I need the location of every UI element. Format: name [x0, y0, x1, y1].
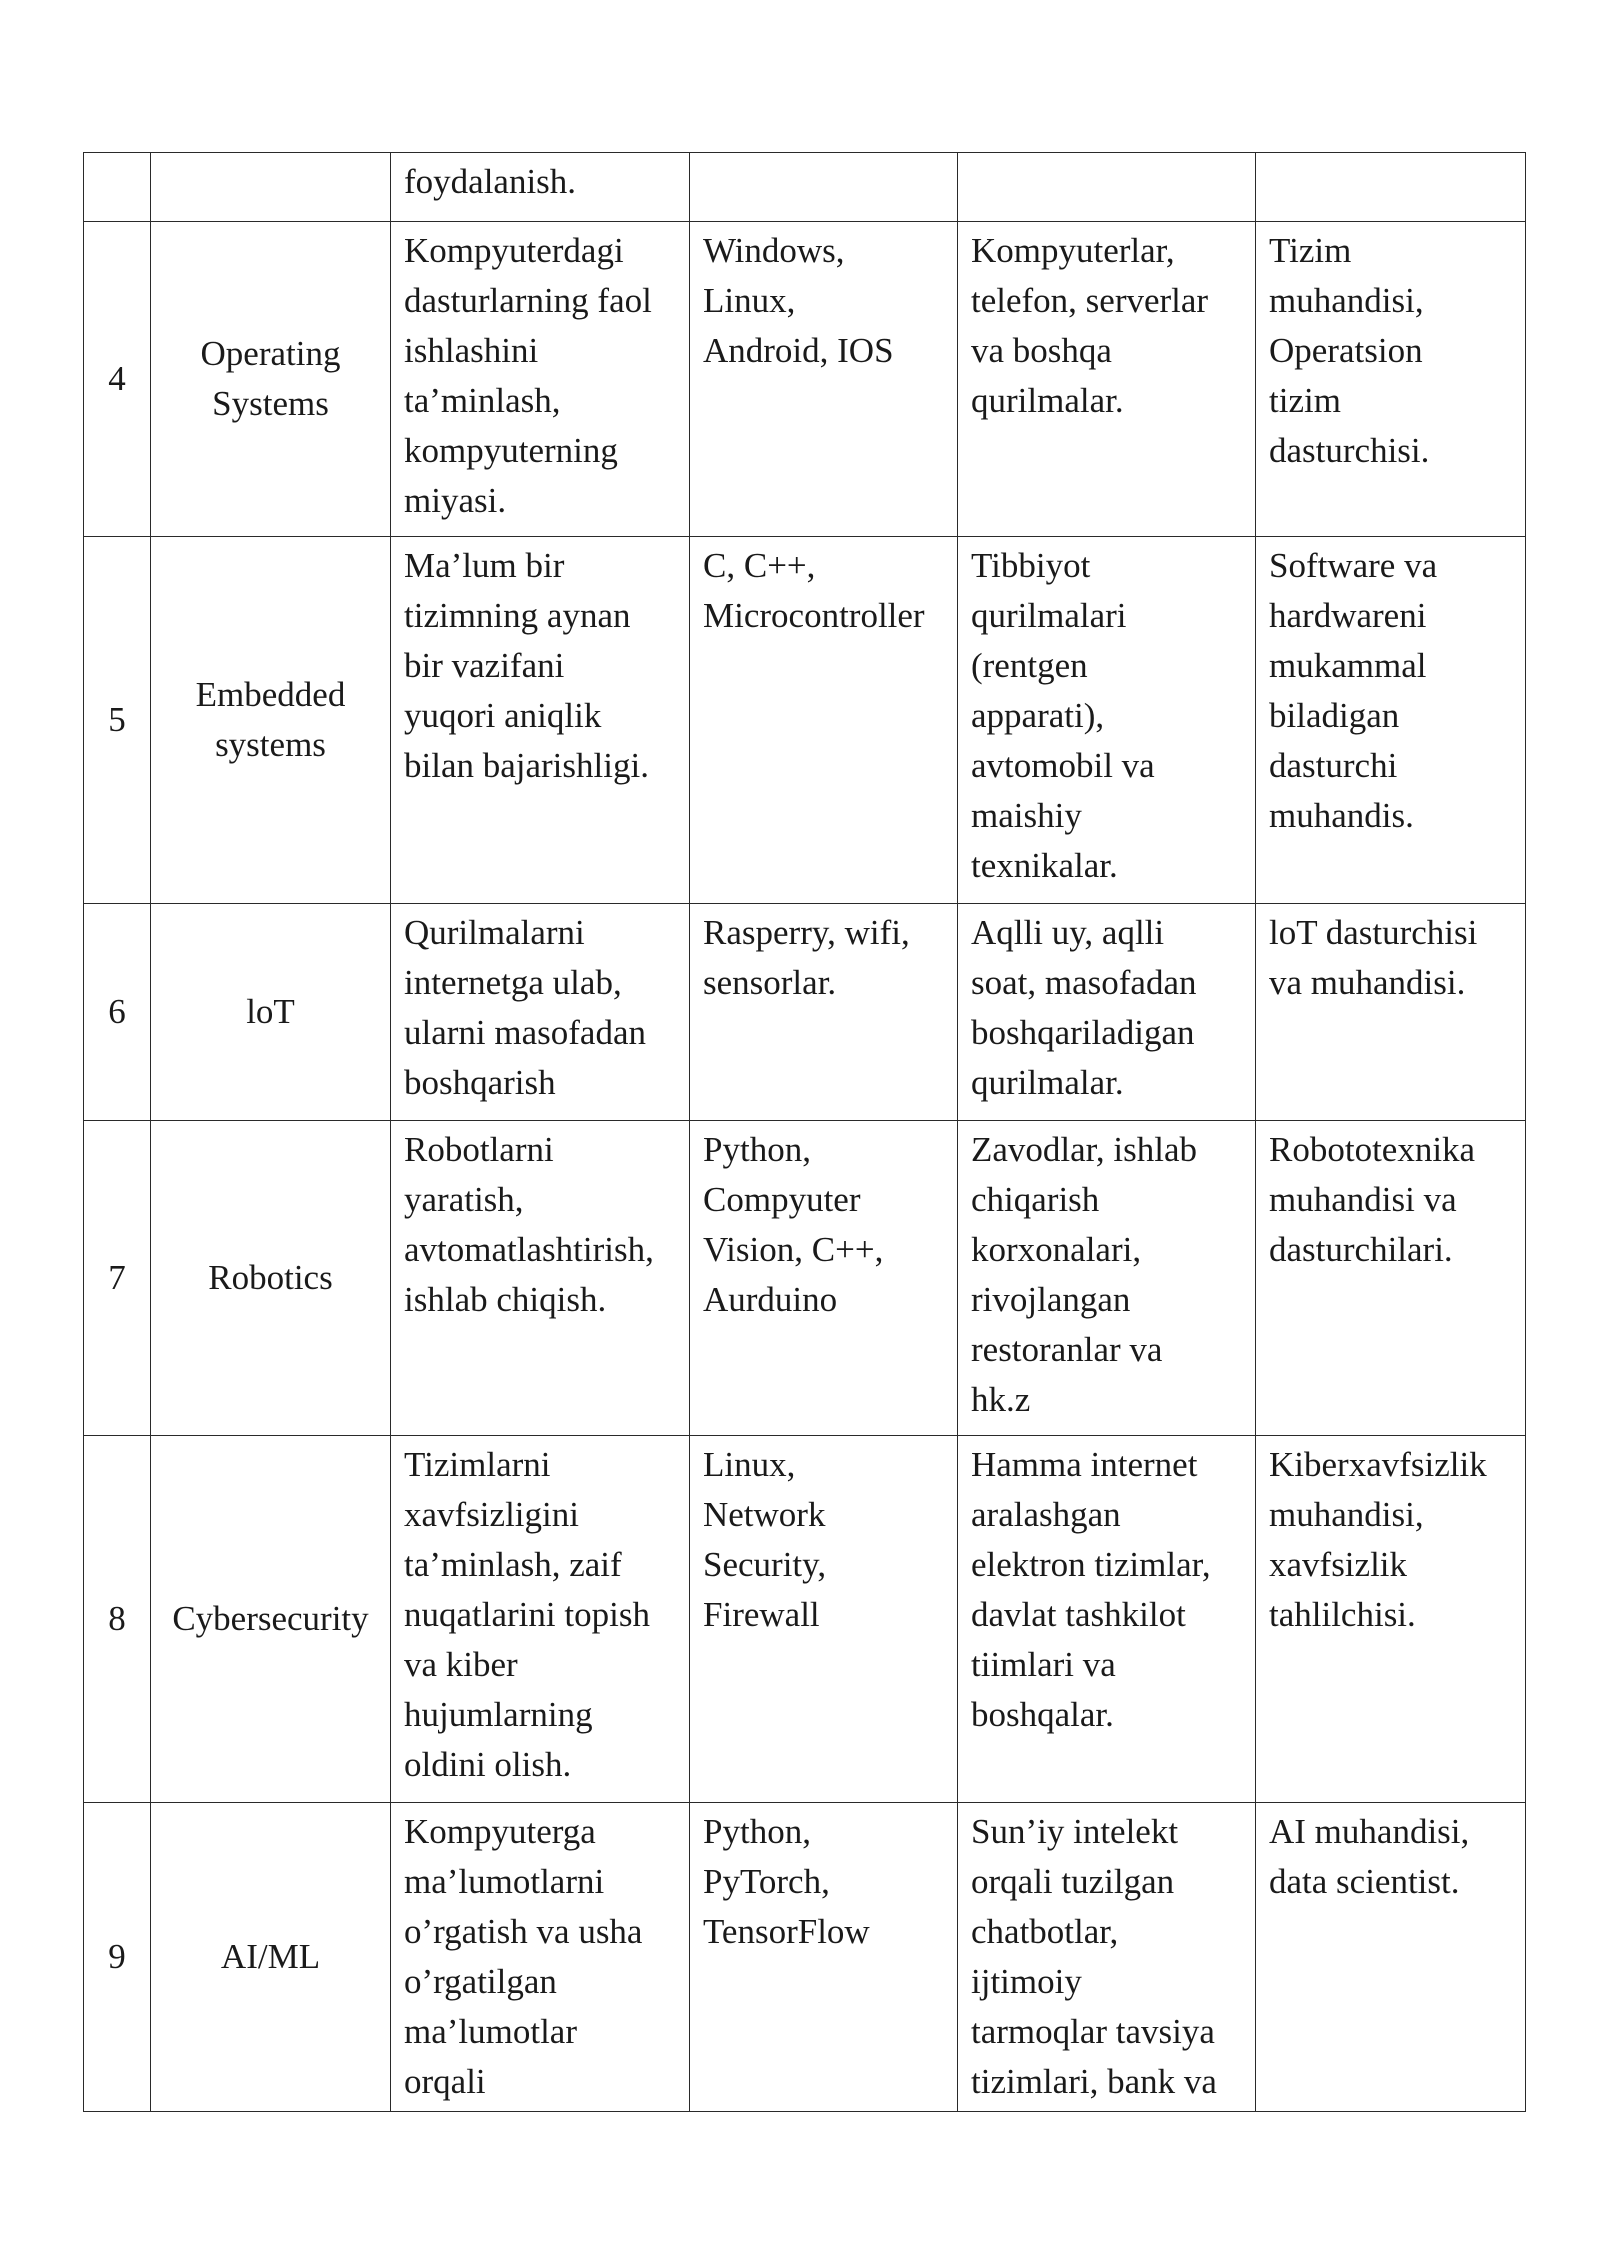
tools-cell [690, 222, 958, 537]
careers-cell [1256, 1121, 1526, 1436]
row-number-cell [84, 537, 151, 904]
careers-text: Kiberxavfsizlik muhandisi, xavfsizlik tahlilchisi. [1269, 1445, 1487, 1634]
purpose-cell [391, 1436, 690, 1803]
careers-text: Software va hardwareni mukammal biladigan dasturchi muhandis. [1269, 546, 1438, 835]
table-row [84, 1121, 1526, 1436]
field-name-cell [151, 1436, 391, 1803]
tools-text: Python, Compyuter Vision, C++, Aurduino [703, 1130, 884, 1319]
usage-cell [958, 904, 1256, 1121]
field-name-cell [151, 153, 391, 222]
field-name-cell [151, 537, 391, 904]
careers-cell [1256, 1436, 1526, 1803]
usage-cell [958, 1803, 1256, 2112]
usage-text: Sun’iy intelekt orqali tuzilgan chatbotlar, ijtimoiy tarmoqlar tavsiya tizimlari, bank va [971, 1812, 1217, 2101]
purpose-text: Tizimlarni xavfsizligini ta’minlash, zaif nuqatlarini topish va kiber hujumlarning oldini olish. [404, 1445, 650, 1784]
tools-cell [690, 1121, 958, 1436]
field-name: Operating Systems [200, 334, 341, 423]
usage-cell [958, 537, 1256, 904]
field-name: AI/ML [220, 1937, 321, 1976]
row-number: 6 [108, 992, 126, 1031]
careers-cell [1256, 153, 1526, 222]
usage-text: Tibbiyot qurilmalari (rentgen apparati), avtomobil va maishiy texnikalar. [971, 546, 1155, 885]
usage-cell [958, 153, 1256, 222]
careers-cell [1256, 1803, 1526, 2112]
row-number-cell [84, 1436, 151, 1803]
usage-cell [958, 222, 1256, 537]
usage-cell [958, 1436, 1256, 1803]
purpose-cell [391, 537, 690, 904]
row-number-cell [84, 153, 151, 222]
purpose-text: foydalanish. [404, 162, 577, 201]
purpose-text: Robotlarni yaratish, avtomatlashtirish, ishlab chiqish. [404, 1130, 654, 1319]
table-row [84, 904, 1526, 1121]
careers-cell [1256, 904, 1526, 1121]
usage-text: Aqlli uy, aqlli soat, masofadan boshqariladigan qurilmalar. [971, 913, 1197, 1102]
row-number-cell [84, 222, 151, 537]
tools-cell [690, 153, 958, 222]
purpose-cell [391, 1803, 690, 2112]
careers-text: AI muhandisi, data scientist. [1269, 1812, 1470, 1901]
field-name-cell [151, 222, 391, 537]
field-name-cell [151, 1803, 391, 2112]
row-number-cell [84, 904, 151, 1121]
usage-cell [958, 1121, 1256, 1436]
tools-text: Rasperry, wifi, sensorlar. [703, 913, 910, 1002]
tools-cell [690, 1436, 958, 1803]
table-row [84, 1436, 1526, 1803]
tools-cell [690, 904, 958, 1121]
row-number: 5 [108, 700, 126, 739]
field-name-cell [151, 1121, 391, 1436]
tools-text: Windows, Linux, Android, IOS [703, 231, 894, 370]
row-number: 7 [108, 1258, 126, 1297]
purpose-cell [391, 222, 690, 537]
row-number: 9 [108, 1937, 126, 1976]
careers-cell [1256, 222, 1526, 537]
field-name-cell [151, 904, 391, 1121]
field-name: loT [246, 992, 295, 1031]
table-row [84, 222, 1526, 537]
tools-text: Linux, Network Security, Firewall [703, 1445, 827, 1634]
purpose-text: Ma’lum bir tizimning aynan bir vazifani yuqori aniqlik bilan bajarishligi. [404, 546, 649, 785]
row-number: 4 [108, 359, 126, 398]
row-number-cell [84, 1803, 151, 2112]
purpose-text: Kompyuterdagi dasturlarning faol ishlashini ta’minlash, kompyuterning miyasi. [404, 231, 652, 520]
tools-cell [690, 537, 958, 904]
careers-text: Robototexnika muhandisi va dasturchilari. [1269, 1130, 1476, 1269]
row-number-cell [84, 1121, 151, 1436]
tools-text: C, C++, Microcontroller [703, 546, 925, 635]
usage-text: Kompyuterlar, telefon, serverlar va boshqa qurilmalar. [971, 231, 1209, 420]
usage-text: Zavodlar, ishlab chiqarish korxonalari, rivojlangan restoranlar va hk.z [971, 1130, 1198, 1419]
table-row [84, 153, 1526, 222]
purpose-cell [391, 153, 690, 222]
careers-cell [1256, 537, 1526, 904]
purpose-cell [391, 1121, 690, 1436]
careers-text: loT dasturchisi va muhandisi. [1269, 913, 1478, 1002]
purpose-text: Kompyuterga ma’lumotlarni o’rgatish va usha o’rgatilgan ma’lumotlar orqali [404, 1812, 643, 2101]
tools-text: Python, PyTorch, TensorFlow [703, 1812, 870, 1951]
careers-text: Tizim muhandisi, Operatsion tizim dasturchisi. [1269, 231, 1430, 470]
it-fields-table [83, 152, 1526, 2112]
table-row [84, 537, 1526, 904]
purpose-text: Qurilmalarni internetga ulab, ularni masofadan boshqarish [404, 913, 646, 1102]
field-name: Cybersecurity [172, 1599, 369, 1638]
field-name: Robotics [208, 1258, 333, 1297]
row-number: 8 [108, 1599, 126, 1638]
field-name: Embedded systems [195, 675, 346, 764]
purpose-cell [391, 904, 690, 1121]
table-row [84, 1803, 1526, 2112]
usage-text: Hamma internet aralashgan elektron tizimlar, davlat tashkilot tiimlari va boshqalar. [971, 1445, 1211, 1734]
tools-cell [690, 1803, 958, 2112]
